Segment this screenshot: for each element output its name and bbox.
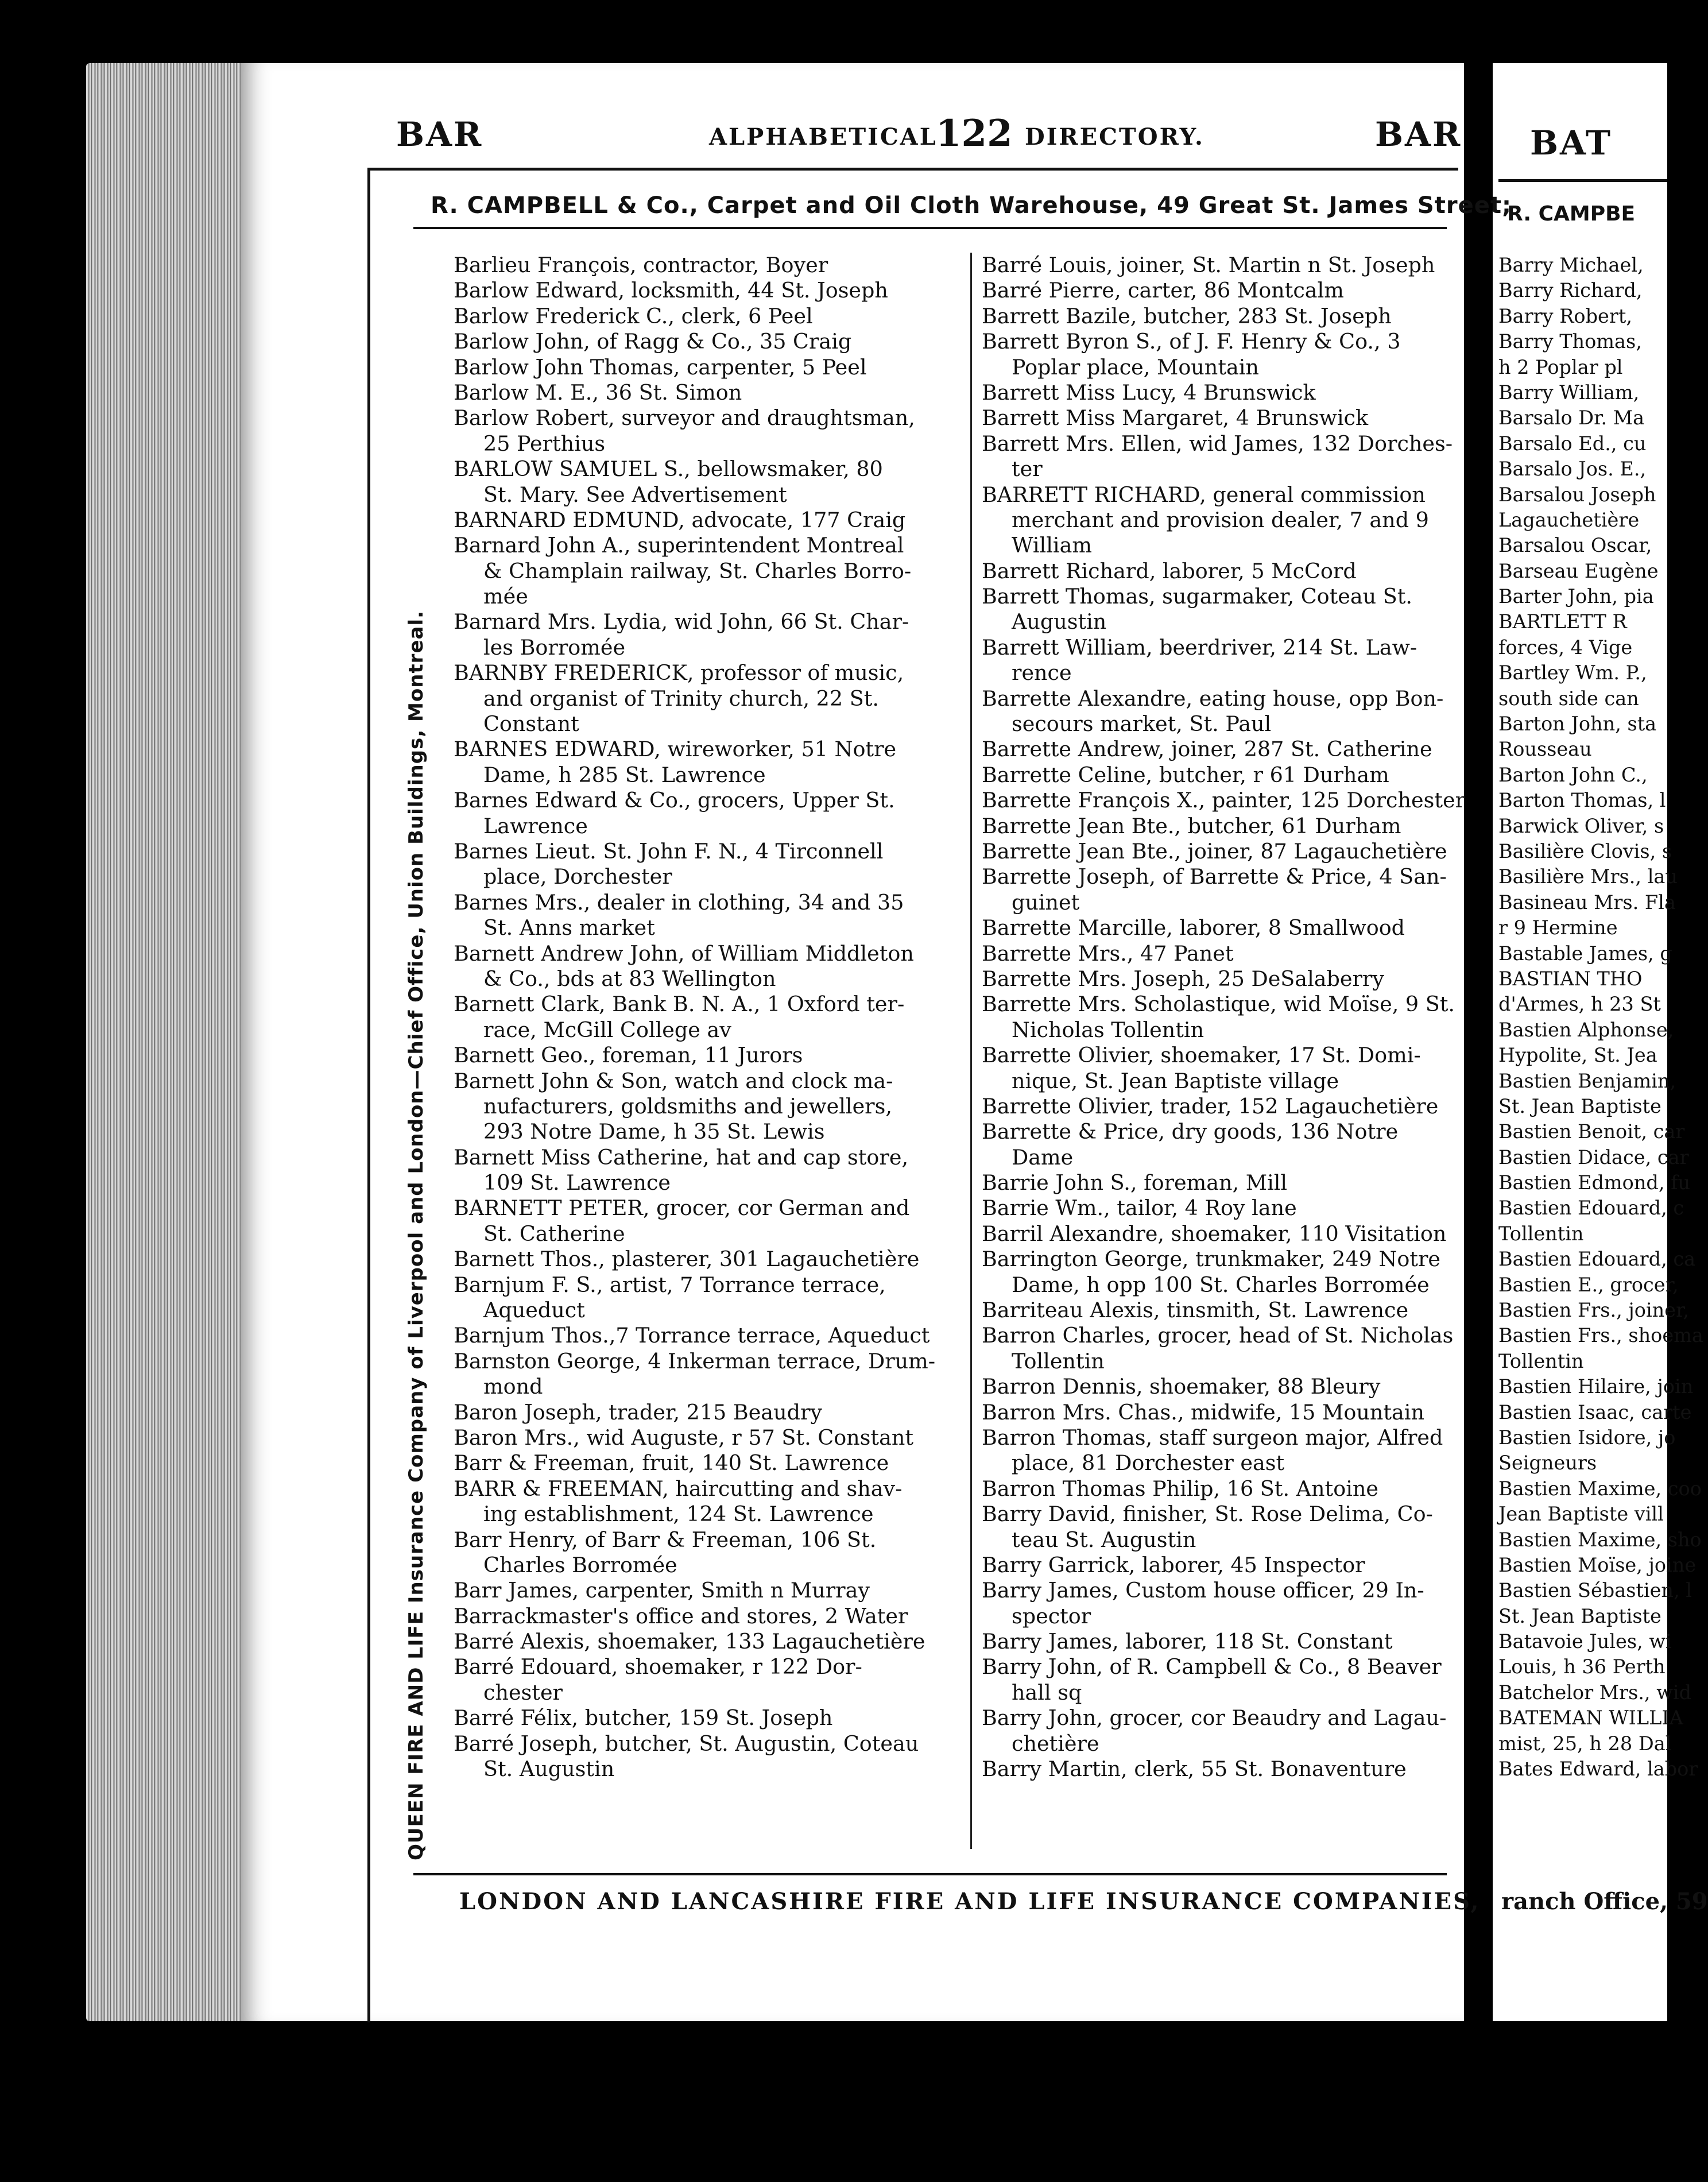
directory-entry-line: nufacturers, goldsmiths and jewellers, (483, 1093, 892, 1119)
directory-entry-line: BARR & FREEMAN, haircutting and shav- (454, 1476, 903, 1501)
directory-entry-line: Barton John, sta (1498, 713, 1657, 736)
directory-entry-line: Bastien Sébastien, l (1498, 1579, 1692, 1602)
directory-entry-line: h 2 Poplar pl (1498, 355, 1623, 378)
directory-entry-line: Bastien E., grocer, (1498, 1273, 1679, 1296)
directory-entry-line: south side can (1498, 687, 1639, 710)
directory-entry-line: Barnes Mrs., dealer in clothing, 34 and 35 (454, 889, 904, 915)
directory-entry-line: and organist of Trinity church, 22 St. (483, 686, 879, 711)
directory-entry-line: Bastien Hilaire, join (1498, 1375, 1694, 1398)
directory-entry-line: Barrette Marcille, laborer, 8 Smallwood (982, 915, 1405, 941)
directory-entry-line: merchant and provision dealer, 7 and 9 (1012, 507, 1429, 532)
directory-entry-line: spector (1012, 1603, 1091, 1628)
directory-entry-line: Dame (1012, 1144, 1074, 1170)
directory-entry-line: Bastien Edmond, fu (1498, 1171, 1691, 1194)
directory-entry-line: Constant (483, 711, 579, 737)
directory-entry-line: Seigneurs (1498, 1452, 1597, 1475)
directory-entry-line: race, McGill College av (483, 1017, 731, 1042)
directory-entry-line: BARLOW SAMUEL S., bellowsmaker, 80 (454, 456, 883, 482)
directory-entry-line: secours market, St. Paul (1012, 711, 1272, 737)
directory-entry-line: chetière (1012, 1731, 1099, 1756)
directory-entry-line: Charles Borromée (483, 1552, 677, 1577)
directory-entry-line: Louis, h 36 Perth (1498, 1655, 1666, 1678)
directory-entry-line: Lagauchetière (1498, 508, 1640, 531)
directory-entry-line: r 9 Hermine (1498, 916, 1618, 939)
directory-entry-line: Barry David, finisher, St. Rose Delima, Co- (982, 1502, 1433, 1527)
running-head-directory: DIRECTORY. (1025, 123, 1204, 150)
adjacent-frame-rule (1498, 179, 1667, 182)
directory-entry-line: Barrette Jean Bte., butcher, 61 Durham (982, 813, 1401, 838)
directory-entry-line: Barrette Celine, butcher, r 61 Durham (982, 762, 1389, 787)
directory-entry-line: mist, 25, h 28 Dal (1498, 1732, 1672, 1755)
running-head-alphabetical: ALPHABETICAL (709, 123, 938, 150)
directory-entry-line: St. Jean Baptiste (1498, 1094, 1661, 1117)
directory-entry-line: Barrette Mrs., 47 Panet (982, 941, 1234, 966)
directory-entry-line: Barrett Miss Margaret, 4 Brunswick (982, 405, 1369, 431)
directory-entry-line: Barr & Freeman, fruit, 140 St. Lawrence (454, 1450, 889, 1476)
directory-entry-line: Barry Martin, clerk, 55 St. Bonaventure (982, 1757, 1407, 1782)
directory-entry-line: Barlow John Thomas, carpenter, 5 Peel (454, 354, 867, 380)
directory-entry-line: Barrette Joseph, of Barrette & Price, 4 San- (982, 864, 1447, 889)
directory-entry-line: Barré Pierre, carter, 86 Montcalm (982, 278, 1344, 303)
directory-entry-line: Barter John, pia (1498, 585, 1654, 608)
directory-entry-line: Barré Joseph, butcher, St. Augustin, Coteau (454, 1731, 919, 1756)
directory-entry-line: place, Dorchester (483, 864, 672, 889)
top-advertisement-banner: R. CAMPBELL & Co., Carpet and Oil Cloth Warehouse, 49 Great St. James Street; (431, 192, 1512, 219)
directory-entry-line: Barlieu François, contractor, Boyer (454, 253, 828, 277)
directory-entry-line: hall sq (1012, 1680, 1082, 1705)
directory-entry-line: Bastien Didace, car (1498, 1146, 1689, 1169)
directory-entry-line: Barrette & Price, dry goods, 136 Notre (982, 1119, 1399, 1144)
adjacent-bottom-banner: ranch Office, 59 (1501, 1888, 1708, 1915)
directory-entry-line: Barseau Eugène (1498, 559, 1659, 582)
directory-entry-line: Baron Joseph, trader, 215 Beaudry (454, 1399, 823, 1425)
running-head-right: BAR (1375, 115, 1462, 154)
directory-entry-line: Rousseau (1498, 738, 1592, 761)
directory-entry-line: St. Mary. See Advertisement (483, 482, 787, 507)
directory-entry-line: Barry James, laborer, 118 St. Constant (982, 1629, 1393, 1654)
directory-entry-line: William (1012, 533, 1092, 558)
directory-entry-line: Barlow M. E., 36 St. Simon (454, 380, 742, 405)
adjacent-running-head: BAT (1530, 123, 1613, 163)
directory-entry-line: Bastien Frs., joiner, (1498, 1299, 1690, 1322)
side-advertisement: QUEEN FIRE AND LIFE Insurance Company of Liverpool and London—Chief Office, Union Buildings, Montreal. (405, 610, 428, 1860)
directory-entry-line: Barlow Edward, locksmith, 44 St. Joseph (454, 278, 888, 303)
directory-entry-line: rence (1012, 660, 1072, 686)
adjacent-page-column (1498, 253, 1703, 1782)
directory-entry-line: Dame, h opp 100 St. Charles Borromée (1012, 1272, 1430, 1297)
directory-entry-line: Barrett Byron S., of J. F. Henry & Co., 3 (982, 329, 1401, 354)
directory-entry-line: Barron Thomas Philip, 16 St. Antoine (982, 1476, 1378, 1501)
directory-entry-line: Barry John, grocer, cor Beaudry and Lagau- (982, 1705, 1447, 1731)
directory-entry-line: Bastien Frs., shoema (1498, 1324, 1703, 1347)
frame-top-rule (367, 168, 1458, 171)
directory-entry-line: Bastable James, g (1498, 942, 1672, 965)
directory-entry-line: Augustin (1012, 609, 1107, 635)
directory-entry-line: guinet (1012, 889, 1080, 915)
column-divider (970, 253, 972, 1849)
directory-entry-line: Basilière Mrs., lau (1498, 865, 1678, 888)
directory-entry-line: Barnett John & Son, watch and clock ma- (454, 1068, 893, 1093)
directory-entry-line: Barnett Geo., foreman, 11 Jurors (454, 1043, 803, 1068)
directory-entry-line: Hypolite, St. Jea (1498, 1044, 1657, 1067)
directory-entry-line: 109 St. Lawrence (483, 1170, 671, 1196)
directory-entry-line: mond (483, 1374, 543, 1399)
directory-entry-line: Dame, h 285 St. Lawrence (483, 762, 766, 787)
directory-entry-line: Barrett William, beerdriver, 214 St. Law- (982, 635, 1417, 660)
directory-entry-line: Barry James, Custom house officer, 29 In- (982, 1578, 1424, 1603)
directory-entry-line: Barr James, carpenter, Smith n Murray (454, 1578, 870, 1603)
directory-entry-line: BARNARD EDMUND, advocate, 177 Craig (454, 507, 906, 532)
directory-entry-line: Tollentin (1012, 1348, 1105, 1374)
directory-entry-line: BATEMAN WILLIA (1498, 1707, 1683, 1730)
directory-entry-line: mée (483, 584, 528, 609)
directory-entry-line: Barrette Jean Bte., joiner, 87 Lagauchetière (982, 838, 1447, 864)
directory-entry-line: Barrette Andrew, joiner, 287 St. Catherine (982, 737, 1432, 762)
directory-entry-line: Barnston George, 4 Inkerman terrace, Drum- (454, 1348, 936, 1374)
directory-entry-line: Barlow Robert, surveyor and draughtsman, (454, 405, 915, 431)
directory-entry-line: Barré Alexis, shoemaker, 133 Lagauchetière (454, 1629, 925, 1654)
directory-entry-line: Batchelor Mrs., wid (1498, 1681, 1692, 1704)
directory-entry-line: Bastien Isidore, jo (1498, 1426, 1676, 1449)
directory-entry-line: Barsalou Joseph (1498, 483, 1656, 506)
directory-entry-line: Bastien Edouard, ca (1498, 1248, 1696, 1271)
directory-entry-line: Barnes Lieut. St. John F. N., 4 Tirconnell (454, 838, 884, 864)
directory-entry-line: Barrette Olivier, trader, 152 Lagauchetière (982, 1093, 1439, 1119)
directory-entry-line: Barlow John, of Ragg & Co., 35 Craig (454, 329, 852, 354)
directory-entry-line: Bastien Isaac, carte (1498, 1400, 1692, 1423)
directory-entry-line: BARNETT PETER, grocer, cor German and (454, 1196, 910, 1221)
directory-entry-line: Poplar place, Mountain (1012, 354, 1259, 380)
directory-entry-line: Barrette Mrs. Joseph, 25 DeSalaberry (982, 966, 1384, 991)
directory-entry-line: Barnett Andrew John, of William Middleton (454, 941, 914, 966)
directory-entry-line: place, 81 Dorchester east (1012, 1450, 1285, 1476)
directory-entry-line: Tollentin (1498, 1349, 1584, 1372)
directory-entry-line: nique, St. Jean Baptiste village (1012, 1068, 1339, 1093)
directory-entry-line: Bastien Maxime, sho (1498, 1528, 1702, 1551)
directory-entry-line: 25 Perthius (483, 431, 606, 456)
directory-entry-line: les Borromée (483, 635, 626, 660)
page-number: 122 (936, 112, 1013, 155)
directory-entry-line: Barré Louis, joiner, St. Martin n St. Joseph (982, 253, 1435, 277)
directory-entry-line: Barrackmaster's office and stores, 2 Water (454, 1603, 908, 1628)
directory-entry-line: Barton Thomas, l (1498, 789, 1666, 812)
directory-entry-line: BARNBY FREDERICK, professor of music, (454, 660, 904, 686)
directory-entry-line: St. Anns market (483, 915, 655, 941)
directory-entry-line: Barrette François X., painter, 125 Dorchester (982, 788, 1466, 813)
directory-entry-line: Barnjum Thos.,7 Torrance terrace, Aqueduct (454, 1323, 930, 1348)
directory-entry-line: Barnard Mrs. Lydia, wid John, 66 St. Char- (454, 609, 909, 635)
directory-entry-line: Barsalou Oscar, (1498, 534, 1652, 557)
directory-entry-line: Barwick Oliver, s (1498, 814, 1664, 837)
adjacent-top-banner: R. CAMPBE (1507, 202, 1636, 226)
directory-entry-line: Bastien Benjamin, (1498, 1069, 1676, 1092)
directory-entry-line: Barrett Thomas, sugarmaker, Coteau St. (982, 584, 1413, 609)
directory-entry-line: ing establishment, 124 St. Lawrence (483, 1502, 874, 1527)
listing-column-left (454, 253, 959, 1782)
directory-entry-line: Barry William, (1498, 381, 1640, 404)
listing-column-right (982, 253, 1466, 1782)
bottom-advertisement-banner: LONDON AND LANCASHIRE FIRE AND LIFE INSURANCE COMPANIES, (459, 1888, 1481, 1915)
directory-entry-line: Lawrence (483, 813, 588, 838)
directory-entry-line: ter (1012, 456, 1043, 482)
frame-left-rule (367, 168, 370, 2022)
banner-bottom-rule (413, 1873, 1447, 1875)
directory-entry-line: Barron Charles, grocer, head of St. Nicholas (982, 1323, 1454, 1348)
directory-entry-line: & Champlain railway, St. Charles Borro- (483, 558, 912, 583)
running-head-left: BAR (396, 115, 483, 154)
directory-entry-line: Barlow Frederick C., clerk, 6 Peel (454, 303, 813, 328)
directory-entry-line: chester (483, 1680, 563, 1705)
directory-entry-line: Barnett Thos., plasterer, 301 Lagauchetière (454, 1247, 920, 1272)
page-edge-stack (86, 63, 258, 2021)
directory-entry-line: Barrett Mrs. Ellen, wid James, 132 Dorches- (982, 431, 1453, 456)
directory-entry-line: Barry John, of R. Campbell & Co., 8 Beaver (982, 1654, 1442, 1680)
directory-entry-line: BARNES EDWARD, wireworker, 51 Notre (454, 737, 897, 762)
banner-top-rule (413, 227, 1447, 229)
directory-entry-line: Barron Thomas, staff surgeon major, Alfred (982, 1425, 1443, 1450)
directory-entry-line: d'Armes, h 23 St (1498, 993, 1661, 1016)
directory-entry-line: Baron Mrs., wid Auguste, r 57 St. Constant (454, 1425, 914, 1450)
directory-entry-line: Bastien Moïse, joine (1498, 1553, 1697, 1576)
directory-entry-line: & Co., bds at 83 Wellington (483, 966, 776, 991)
directory-entry-line: Batavoie Jules, wi (1498, 1630, 1672, 1653)
directory-entry-line: Barrett Richard, laborer, 5 McCord (982, 558, 1357, 583)
directory-entry-line: Barton John C., (1498, 763, 1648, 786)
directory-entry-line: Barron Mrs. Chas., midwife, 15 Mountain (982, 1399, 1424, 1425)
directory-entry-line: St. Jean Baptiste (1498, 1604, 1661, 1627)
directory-entry-line: 293 Notre Dame, h 35 St. Lewis (483, 1119, 825, 1144)
directory-entry-line: Barry Garrick, laborer, 45 Inspector (982, 1552, 1365, 1577)
directory-entry-line: Barry Robert, (1498, 304, 1632, 327)
directory-entry-line: Aqueduct (483, 1298, 585, 1323)
directory-entry-line: Barsalo Ed., cu (1498, 432, 1647, 455)
directory-entry-line: Barré Félix, butcher, 159 St. Joseph (454, 1705, 833, 1731)
directory-entry-line: Basilière Clovis, s (1498, 839, 1672, 862)
directory-entry-line: Barrie Wm., tailor, 4 Roy lane (982, 1196, 1297, 1221)
directory-entry-line: Bartley Wm. P., (1498, 661, 1647, 684)
directory-entry-line: Barrett Miss Lucy, 4 Brunswick (982, 380, 1316, 405)
directory-entry-line: Tollentin (1498, 1222, 1584, 1245)
directory-entry-line: St. Augustin (483, 1757, 615, 1782)
directory-entry-line: Barril Alexandre, shoemaker, 110 Visitation (982, 1221, 1447, 1246)
directory-entry-line: Bastien Edouard, c (1498, 1197, 1684, 1220)
directory-entry-line: Barnjum F. S., artist, 7 Torrance terrace, (454, 1272, 886, 1297)
directory-entry-line: Barron Dennis, shoemaker, 88 Bleury (982, 1374, 1381, 1399)
directory-entry-line: Barr Henry, of Barr & Freeman, 106 St. (454, 1527, 877, 1552)
directory-entry-line: Barnes Edward & Co., grocers, Upper St. (454, 788, 895, 813)
directory-entry-line: Barrette Alexandre, eating house, opp Bon- (982, 686, 1444, 711)
directory-entry-line: St. Catherine (483, 1221, 625, 1246)
directory-entry-line: BASTIAN THO (1498, 967, 1643, 990)
directory-entry-line: BARRETT RICHARD, general commission (982, 482, 1426, 507)
directory-entry-line: BARTLETT R (1498, 610, 1627, 633)
directory-entry-line: Bastien Benoit, car (1498, 1120, 1685, 1143)
directory-entry-line: Barnett Miss Catherine, hat and cap store, (454, 1144, 909, 1170)
directory-entry-line: Barnard John A., superintendent Montreal (454, 533, 904, 558)
directory-entry-line: Barrington George, trunkmaker, 249 Notre (982, 1247, 1441, 1272)
directory-entry-line: Barnett Clark, Bank B. N. A., 1 Oxford ter- (454, 992, 905, 1017)
directory-entry-line: Barry Thomas, (1498, 330, 1642, 353)
directory-entry-line: Barsalo Dr. Ma (1498, 407, 1645, 430)
directory-entry-line: Bastien Alphonse, (1498, 1018, 1674, 1041)
directory-entry-line: Barry Richard, (1498, 279, 1643, 302)
directory-entry-line: Barry Michael, (1498, 254, 1644, 276)
directory-entry-line: Barsalo Jos. E., (1498, 458, 1647, 481)
directory-entry-line: Barrett Bazile, butcher, 283 St. Joseph (982, 303, 1392, 328)
directory-entry-line: forces, 4 Vige (1498, 636, 1633, 659)
directory-entry-line: teau St. Augustin (1012, 1527, 1196, 1552)
directory-entry-line: Bates Edward, labor (1498, 1758, 1698, 1781)
directory-entry-line: Barrette Mrs. Scholastique, wid Moïse, 9 St. (982, 992, 1455, 1017)
directory-entry-line: Jean Baptiste vill (1498, 1503, 1664, 1526)
directory-entry-line: Nicholas Tollentin (1012, 1017, 1204, 1042)
directory-entry-line: Barré Edouard, shoemaker, r 122 Dor- (454, 1654, 862, 1680)
directory-entry-line: Barriteau Alexis, tinsmith, St. Lawrence (982, 1298, 1409, 1323)
directory-entry-line: Bastien Maxime, coo (1498, 1477, 1702, 1500)
directory-entry-line: Barrette Olivier, shoemaker, 17 St. Domi- (982, 1043, 1421, 1068)
directory-entry-line: Basineau Mrs. Fla (1498, 891, 1676, 914)
directory-entry-line: Barrie John S., foreman, Mill (982, 1170, 1288, 1196)
